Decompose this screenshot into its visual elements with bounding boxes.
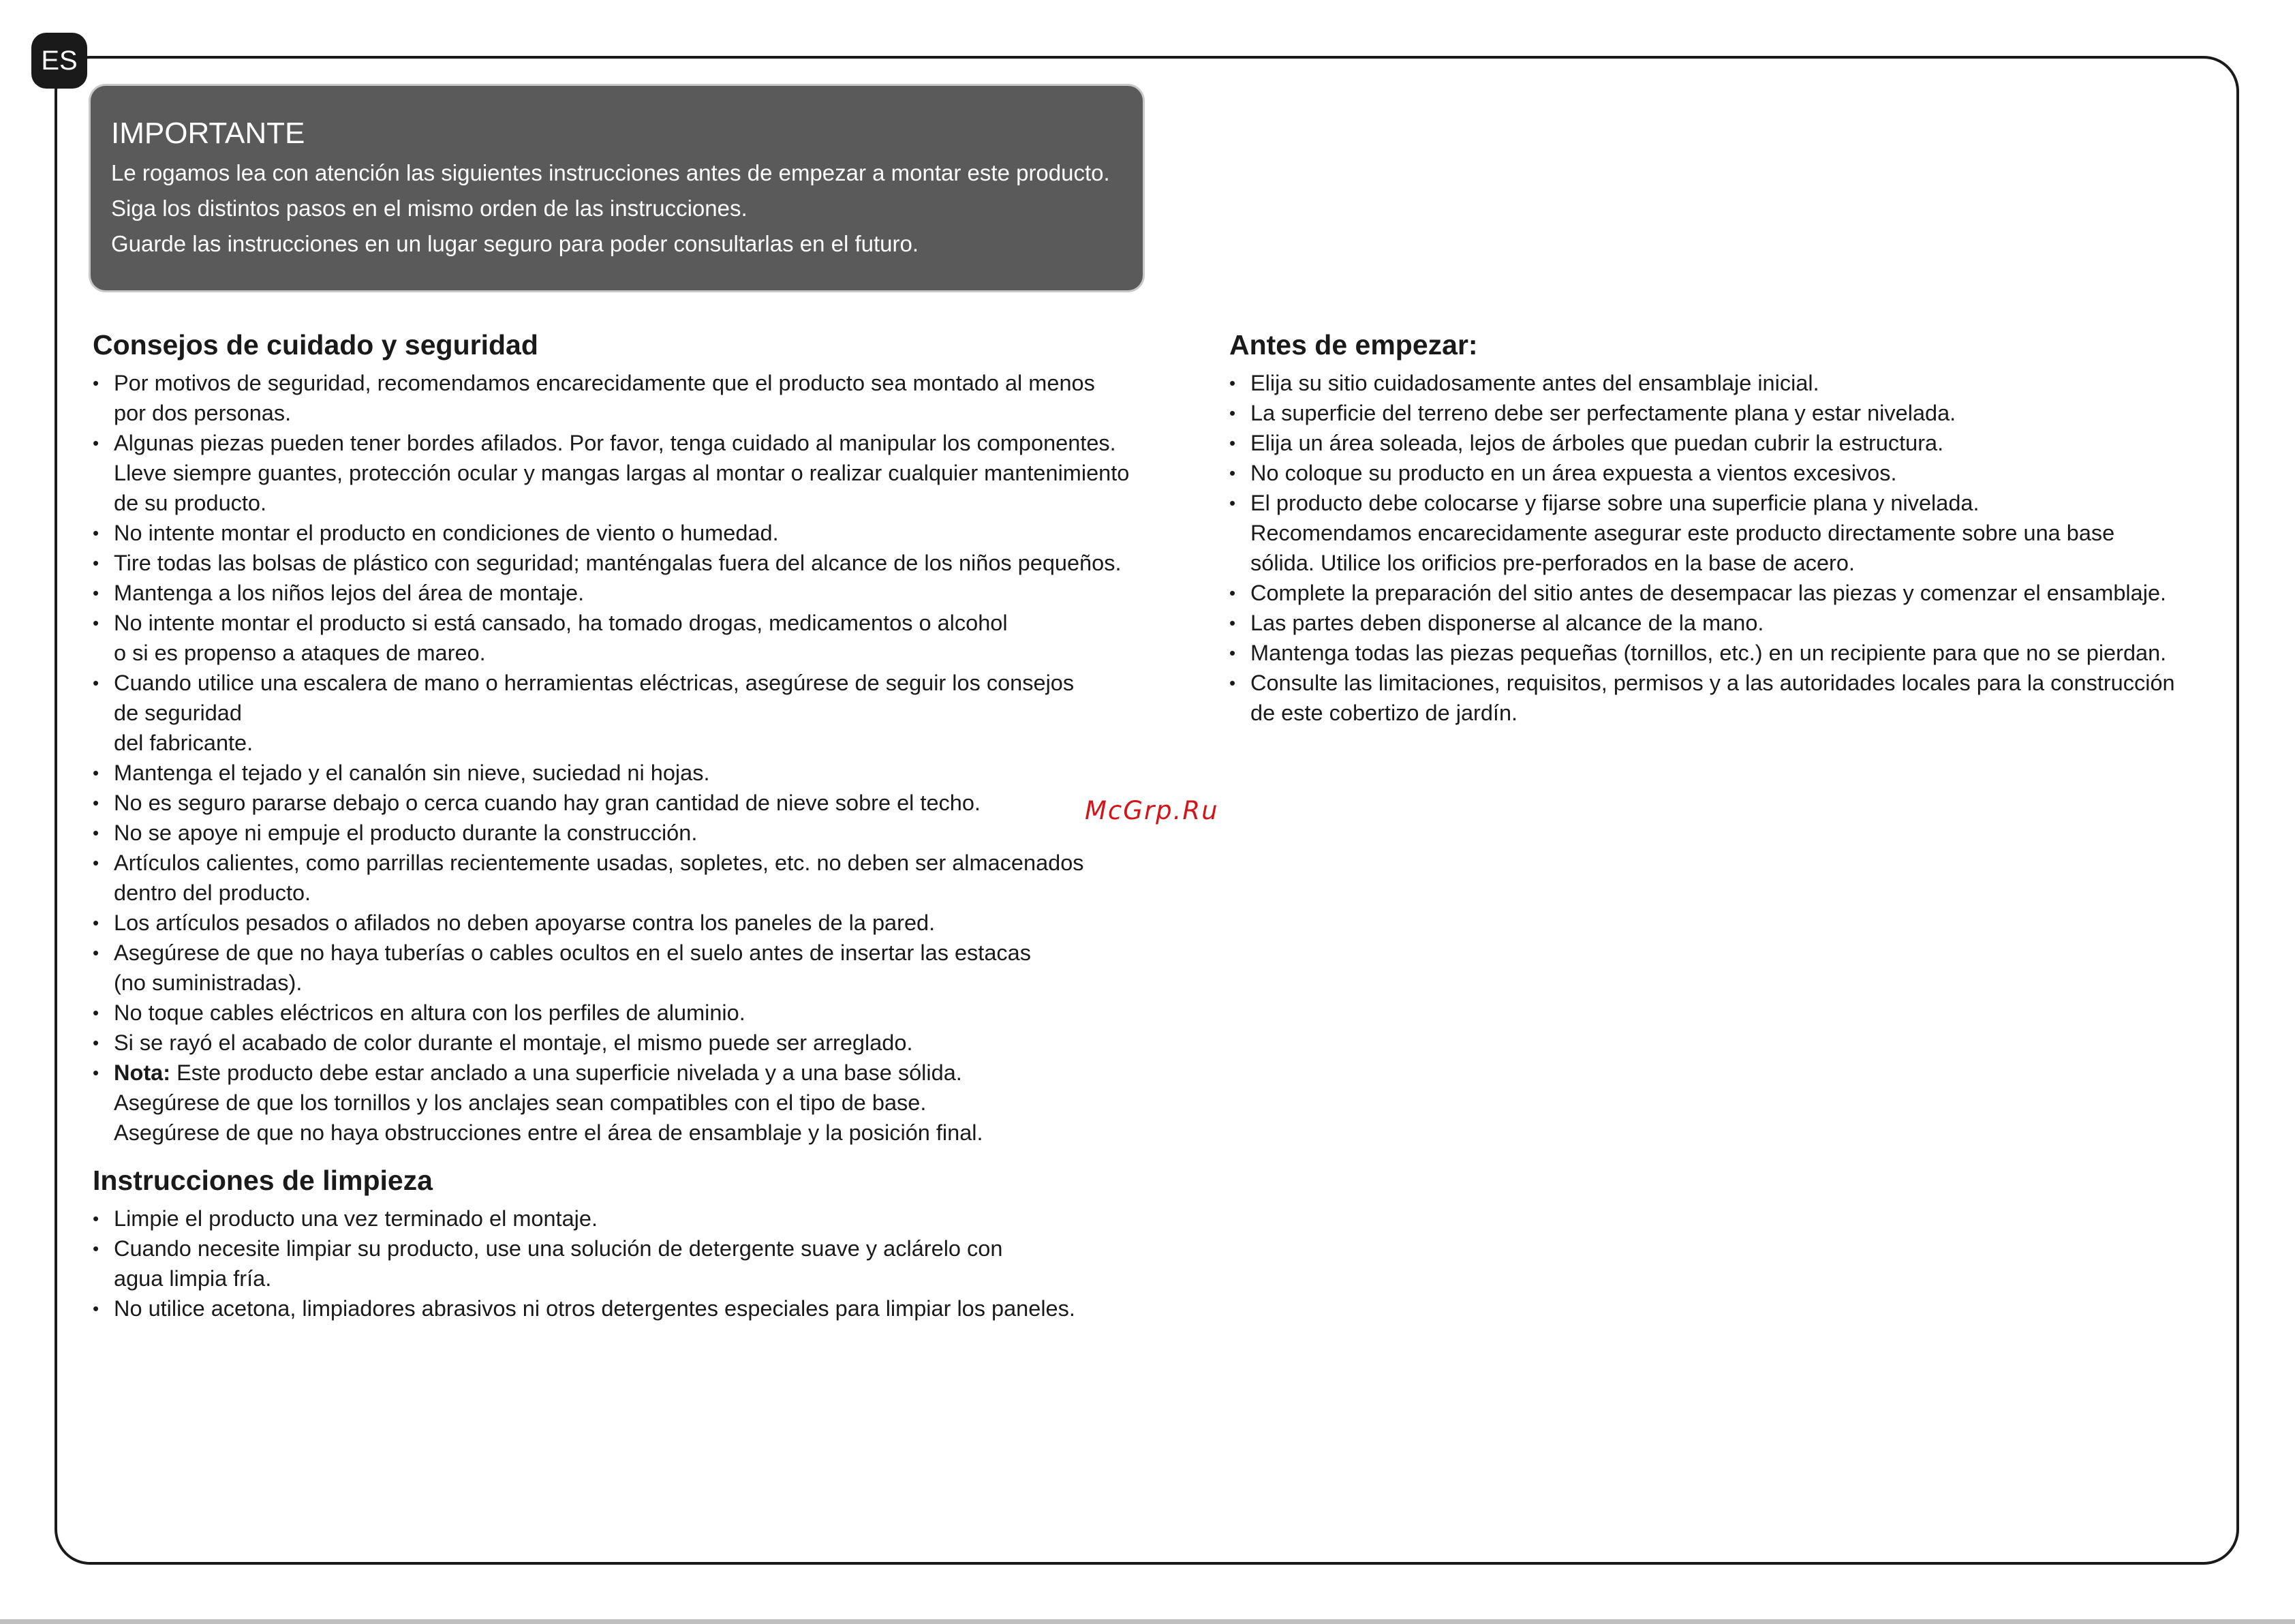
list-item: • Artículos calientes, como parrillas recientemente usadas, sopletes, etc. no deben ser almacenados dentro del producto. xyxy=(93,848,1156,908)
list-item: • No intente montar el producto en condiciones de viento o humedad. xyxy=(93,518,1156,548)
cleaning-heading: Instrucciones de limpieza xyxy=(93,1165,433,1196)
list-item: • Asegúrese de que no haya tuberías o cables ocultos en el suelo antes de insertar las estacas (no suministradas). xyxy=(93,938,1156,998)
list-item: • Elija su sitio cuidadosamente antes del ensamblaje inicial. xyxy=(1229,368,2231,398)
before-start-list xyxy=(1229,368,2231,728)
list-item: • No es seguro pararse debajo o cerca cuando hay gran cantidad de nieve sobre el techo. xyxy=(93,788,1156,818)
important-line-2: Siga los distintos pasos en el mismo orden de las instrucciones. xyxy=(111,196,748,221)
note-item xyxy=(93,1058,1156,1148)
list-item: • Cuando utilice una escalera de mano o herramientas eléctricas, asegúrese de seguir los consejos de seguridad del fabricante. xyxy=(93,668,1156,758)
list-item: • Complete la preparación del sitio antes de desempacar las piezas y comenzar el ensamblaje. xyxy=(1229,578,2231,608)
list-item: • Tire todas las bolsas de plástico con seguridad; manténgalas fuera del alcance de los niños pequeños. xyxy=(93,548,1156,578)
list-item: • No se apoye ni empuje el producto durante la construcción. xyxy=(93,818,1156,848)
watermark: McGrp.Ru xyxy=(1085,796,1219,825)
list-item: • Por motivos de seguridad, recomendamos encarecidamente que el producto sea montado al menos por dos personas. xyxy=(93,368,1156,428)
list-item: • Si se rayó el acabado de color durante el montaje, el mismo puede ser arreglado. xyxy=(93,1028,1156,1058)
list-item: • Limpie el producto una vez terminado el montaje. xyxy=(93,1204,1156,1234)
care-safety-heading: Consejos de cuidado y seguridad xyxy=(93,329,538,361)
important-title: IMPORTANTE xyxy=(111,117,305,150)
list-item: • No intente montar el producto si está cansado, ha tomado drogas, medicamentos o alcohol o si es propenso a ataques de mareo. xyxy=(93,608,1156,668)
list-item: • Cuando necesite limpiar su producto, use una solución de detergente suave y aclárelo con agua limpia fría. xyxy=(93,1234,1156,1293)
list-item: • No toque cables eléctricos en altura con los perfiles de aluminio. xyxy=(93,998,1156,1028)
list-item: • Los artículos pesados o afilados no deben apoyarse contra los paneles de la pared. xyxy=(93,908,1156,938)
important-line-3: Guarde las instrucciones en un lugar seguro para poder consultarlas en el futuro. xyxy=(111,231,919,256)
list-item: • Algunas piezas pueden tener bordes afilados. Por favor, tenga cuidado al manipular los componentes. Lleve siempre guantes, protección ocular y mangas largas al montar o realizar cualquier mantenimiento de su producto. xyxy=(93,428,1156,518)
note-text: Este producto debe estar anclado a una superficie nivelada y a una base sólida. Asegúrese de que los tornillos y los anclajes sean compatibles con el tipo de base. Asegúrese de que no haya obstrucciones entre el área de ensamblaje y la posición final. xyxy=(114,1060,983,1145)
before-start-heading: Antes de empezar: xyxy=(1229,329,1478,361)
list-item: • No utilice acetona, limpiadores abrasivos ni otros detergentes especiales para limpiar los paneles. xyxy=(93,1293,1156,1323)
cleaning-list xyxy=(93,1204,1156,1323)
important-line-1: Le rogamos lea con atención las siguientes instrucciones antes de empezar a montar este producto. xyxy=(111,160,1110,185)
care-safety-list xyxy=(93,368,1156,1148)
list-item: • Mantenga el tejado y el canalón sin nieve, suciedad ni hojas. xyxy=(93,758,1156,788)
list-item: • Elija un área soleada, lejos de árboles que puedan cubrir la estructura. xyxy=(1229,428,2231,458)
bottom-divider xyxy=(0,1619,2295,1624)
left-column xyxy=(93,326,1156,1323)
list-item: • La superficie del terreno debe ser perfectamente plana y estar nivelada. xyxy=(1229,398,2231,428)
right-column xyxy=(1229,326,2231,728)
list-item: • Las partes deben disponerse al alcance de la mano. xyxy=(1229,608,2231,638)
important-notice-box xyxy=(91,86,1143,290)
note-label: Nota: xyxy=(114,1060,171,1085)
list-item: • No coloque su producto en un área expuesta a vientos excesivos. xyxy=(1229,458,2231,488)
list-item: • Mantenga a los niños lejos del área de montaje. xyxy=(93,578,1156,608)
language-badge: ES xyxy=(31,33,87,89)
list-item: • Consulte las limitaciones, requisitos, permisos y a las autoridades locales para la construcción de este cobertizo de jardín. xyxy=(1229,668,2231,728)
list-item: • El producto debe colocarse y fijarse sobre una superficie plana y nivelada. Recomendamos encarecidamente asegurar este producto directamente sobre una base sólida. Utilice los orificios pre-perforados en la base de acero. xyxy=(1229,488,2231,578)
list-item: • Mantenga todas las piezas pequeñas (tornillos, etc.) en un recipiente para que no se pierdan. xyxy=(1229,638,2231,668)
